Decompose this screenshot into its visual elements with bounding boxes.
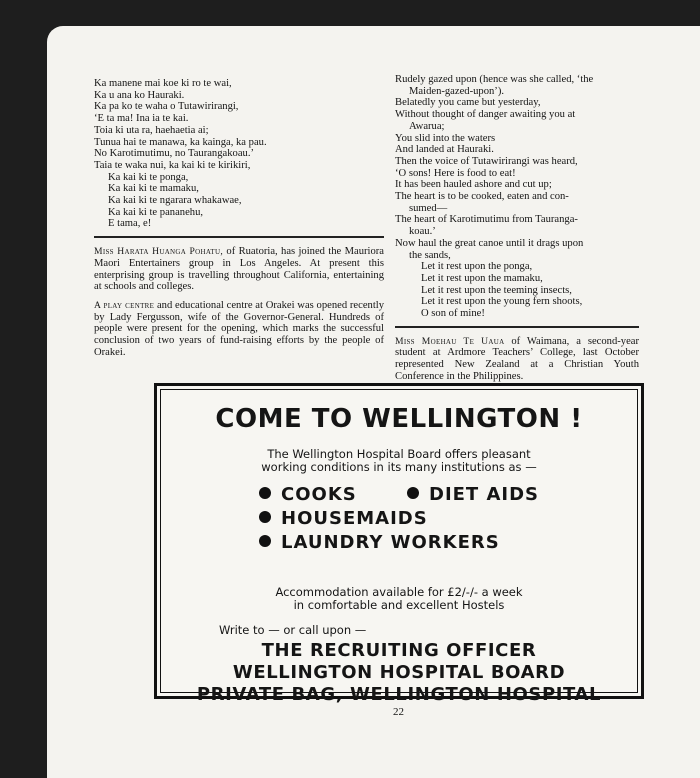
verse-line: And landed at Hauraki. <box>395 144 494 156</box>
note-text: and educational centre at Orakei was opened recently by Lady Fergusson, wife of the Governor-General. Hundreds of people were present for the opening, which marks the successful conclusion of two years of fund-raising efforts by the people of Orakei. <box>94 299 385 358</box>
note-text: of Waimana, a second-year student at Ardmore Teachers’ College, last October represented New Zealand at a Christian Youth Conference in the Philippines. <box>395 335 639 382</box>
column-rule <box>94 236 384 238</box>
verse-line: Ka kai ki te pananehu, <box>108 206 204 218</box>
verse-line: Maiden-gazed-upon’). <box>409 85 505 97</box>
note-play-centre <box>94 300 384 359</box>
verse-line: Toia ki uta ra, haehaetia ai; <box>94 124 209 136</box>
job-laundry-workers: LAUNDRY WORKERS <box>259 532 500 553</box>
verse-line: Taia te waka nui, ka kai ki te kirikiri, <box>94 159 251 171</box>
ad-contact-line: THE RECRUITING OFFICER <box>261 640 537 661</box>
verse-line: The heart is to be cooked, eaten and con- <box>395 191 569 203</box>
right-verse <box>395 74 639 320</box>
verse-line: Let it rest upon the mamaku, <box>421 272 543 284</box>
right-column <box>395 74 639 390</box>
verse-line: You slid into the waters <box>395 132 496 144</box>
ad-accommodation <box>157 586 641 612</box>
verse-line: Ka manene mai koe ki ro te wai, <box>94 78 232 89</box>
verse-line: Without thought of danger awaiting you at <box>395 109 576 121</box>
ad-intro <box>157 448 641 474</box>
magazine-page <box>47 26 700 778</box>
note-name: Miss Harata Huanga Pohatu, <box>94 246 224 258</box>
ad-accommodation-line: in comfortable and excellent Hostels <box>293 598 505 612</box>
ad-title: COME TO WELLINGTON ! <box>215 404 583 434</box>
job-housemaids: HOUSEMAIDS <box>259 508 428 529</box>
verse-line: koau.’ <box>409 226 436 238</box>
job-diet-aids: DIET AIDS <box>407 484 539 505</box>
note-name: Miss Moehau Te Uaua <box>395 335 505 347</box>
verse-line: Ka u ana ko Hauraki. <box>94 89 185 101</box>
verse-line: The heart of Karotimutimu from Tauranga- <box>395 214 578 226</box>
column-rule <box>395 326 639 328</box>
note-moehau-te-uaua <box>395 336 639 383</box>
note-harata-pohatu <box>94 246 384 293</box>
ad-write-to: Write to — or call upon — <box>219 623 367 637</box>
verse-line: Then the voice of Tutawirirangi was heard, <box>395 155 578 167</box>
verse-line: Rudely gazed upon (hence was she called, ‘the <box>395 74 594 85</box>
verse-line: Ka pa ko te waha o Tutawirirangi, <box>94 101 239 113</box>
verse-line: Let it rest upon the young fern shoots, <box>421 296 583 308</box>
verse-line: Let it rest upon the teeming insects, <box>421 284 572 296</box>
verse-line: Ka kai ki te ngarara whakawae, <box>108 195 242 207</box>
verse-line: No Karotimutimu, no Taurangakoau.’ <box>94 148 254 160</box>
bullet-icon <box>259 535 271 547</box>
verse-line: O son of mine! <box>421 308 485 320</box>
verse-line: Now haul the great canoe until it drags upon <box>395 237 584 249</box>
verse-line: Ka kai ki te mamaku, <box>108 183 199 195</box>
verse-line: the sands, <box>409 249 451 261</box>
bullet-icon <box>259 487 271 499</box>
note-name: A play centre <box>94 299 155 311</box>
note-text: of Ruatoria, has joined the Mauriora Maori Entertainers group in Los Angeles. At present this enterprising group is travelling throughout California, entertaining at schools and colleges. <box>94 246 384 293</box>
ad-contact-address <box>157 640 641 706</box>
job-cooks: COOKS <box>259 484 357 505</box>
bullet-icon <box>407 487 419 499</box>
verse-line: ‘O sons! Here is food to eat! <box>395 167 516 179</box>
ad-accommodation-line: Accommodation available for £2/-/- a week <box>275 585 523 599</box>
bullet-icon <box>259 511 271 523</box>
verse-line: Tunua hai te manawa, ka kainga, ka pau. <box>94 136 267 148</box>
verse-line: Ka kai ki te ponga, <box>108 171 189 183</box>
verse-line: Let it rest upon the ponga, <box>421 261 533 273</box>
verse-line: sumed— <box>409 202 448 214</box>
page-number: 22 <box>393 706 404 718</box>
ad-intro-line: The Wellington Hospital Board offers pleasant <box>267 447 531 461</box>
wellington-hospital-advertisement <box>154 383 644 705</box>
left-column <box>94 78 384 365</box>
ad-contact-line: PRIVATE BAG, WELLINGTON HOSPITAL <box>196 684 602 705</box>
ad-contact-line: WELLINGTON HOSPITAL BOARD <box>232 662 566 683</box>
verse-line: E tama, e! <box>108 218 152 230</box>
verse-line: ‘E ta ma! Ina ia te kai. <box>94 113 189 125</box>
verse-line: Awarua; <box>409 120 445 132</box>
verse-line: Belatedly you came but yesterday, <box>395 97 541 109</box>
left-verse <box>94 78 384 230</box>
ad-intro-line: working conditions in its many institutions as — <box>261 460 537 474</box>
verse-line: It has been hauled ashore and cut up; <box>395 179 552 191</box>
